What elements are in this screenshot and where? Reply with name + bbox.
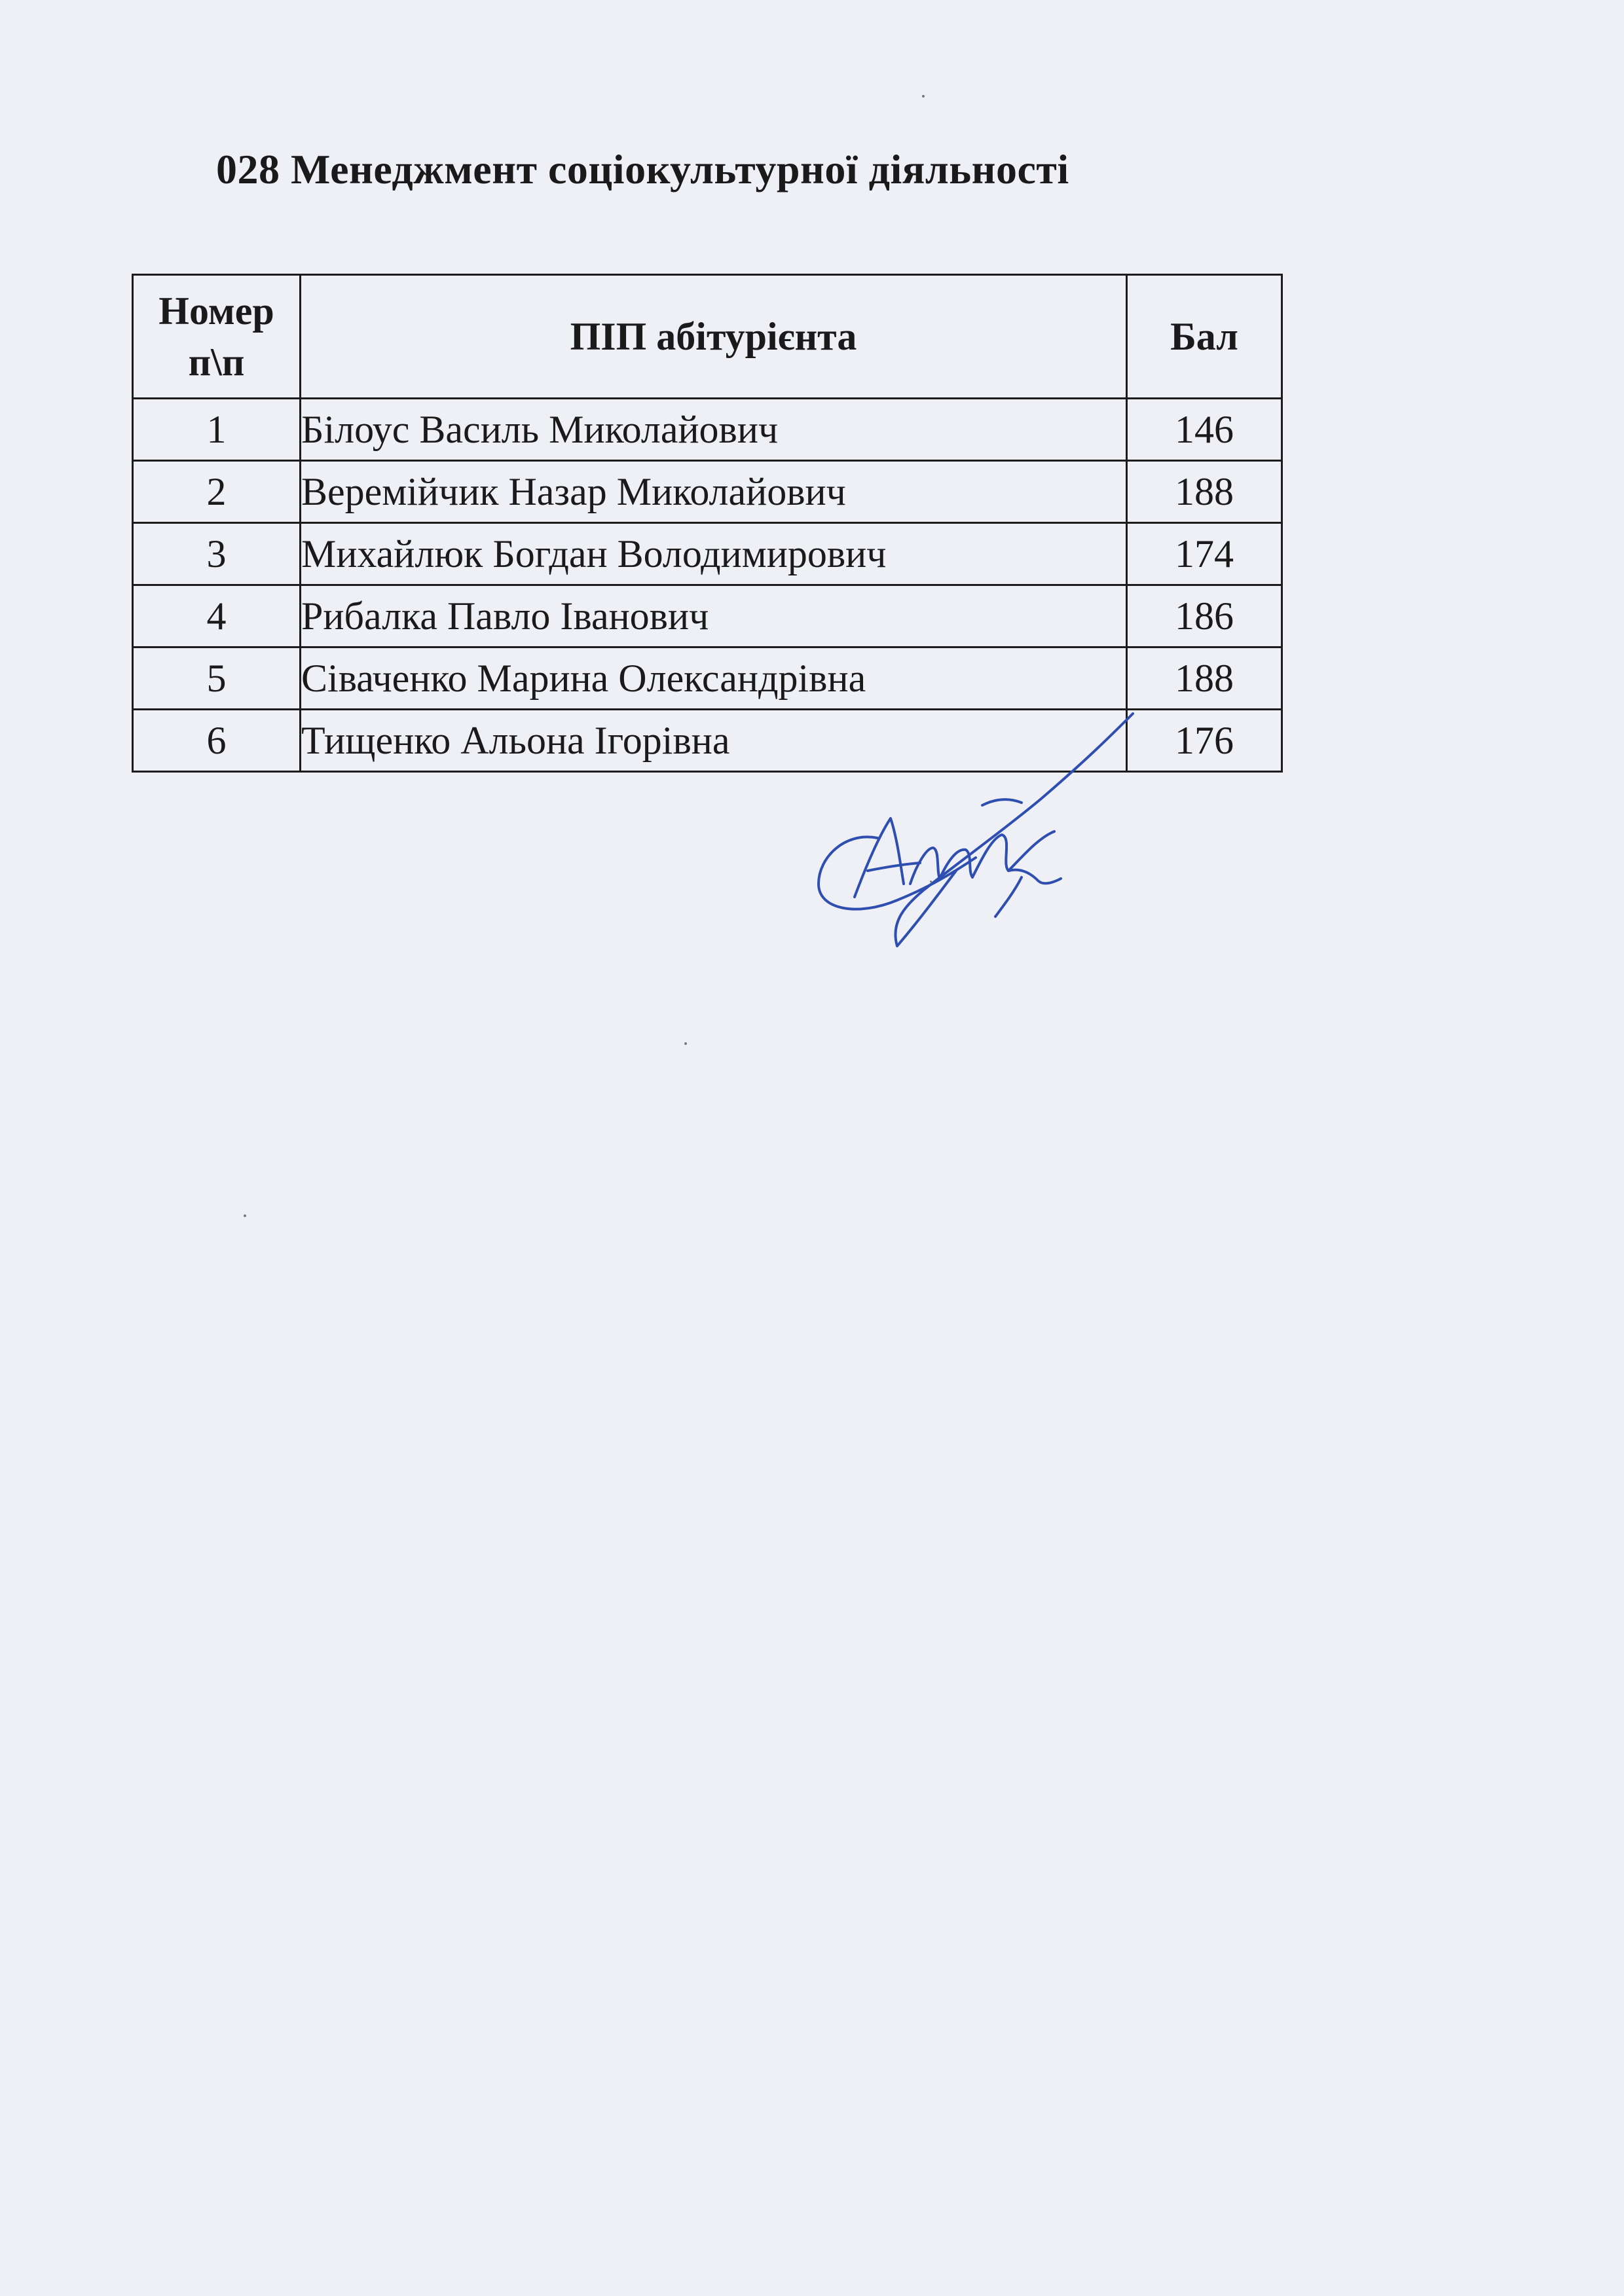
scan-speck [684, 1042, 687, 1045]
row-score: 186 [1127, 585, 1282, 647]
header-number [133, 275, 301, 399]
row-number: 4 [133, 585, 301, 647]
row-name: Веремійчик Назар Миколайович [301, 461, 1127, 523]
row-name: Рибалка Павло Іванович [301, 585, 1127, 647]
row-number: 3 [133, 523, 301, 585]
row-name: Білоус Василь Миколайович [301, 399, 1127, 461]
table-row [133, 585, 1282, 647]
row-number: 1 [133, 399, 301, 461]
row-name: Сіваченко Марина Олександрівна [301, 647, 1127, 710]
header-name: ПІП абітурієнта [301, 275, 1127, 399]
signature [805, 707, 1146, 969]
table-row [133, 647, 1282, 710]
row-number: 5 [133, 647, 301, 710]
scan-speck [930, 881, 932, 883]
table-header-row [133, 275, 1282, 399]
row-number: 6 [133, 710, 301, 772]
scan-speck [244, 1214, 246, 1217]
row-name: Тищенко Альона Ігорівна [301, 710, 1127, 772]
row-number: 2 [133, 461, 301, 523]
row-score: 188 [1127, 461, 1282, 523]
row-score: 176 [1127, 710, 1282, 772]
row-name: Михайлюк Богдан Володимирович [301, 523, 1127, 585]
row-score: 146 [1127, 399, 1282, 461]
table-row [133, 399, 1282, 461]
document-title: 028 Менеджмент соціокультурної діяльності [216, 146, 1069, 192]
header-score: Бал [1127, 275, 1282, 399]
table-row [133, 523, 1282, 585]
row-score: 174 [1127, 523, 1282, 585]
table-row [133, 461, 1282, 523]
row-score: 188 [1127, 647, 1282, 710]
scan-speck [922, 95, 925, 98]
header-number-label: Номер п\п [158, 289, 274, 384]
applicants-table [132, 274, 1283, 773]
